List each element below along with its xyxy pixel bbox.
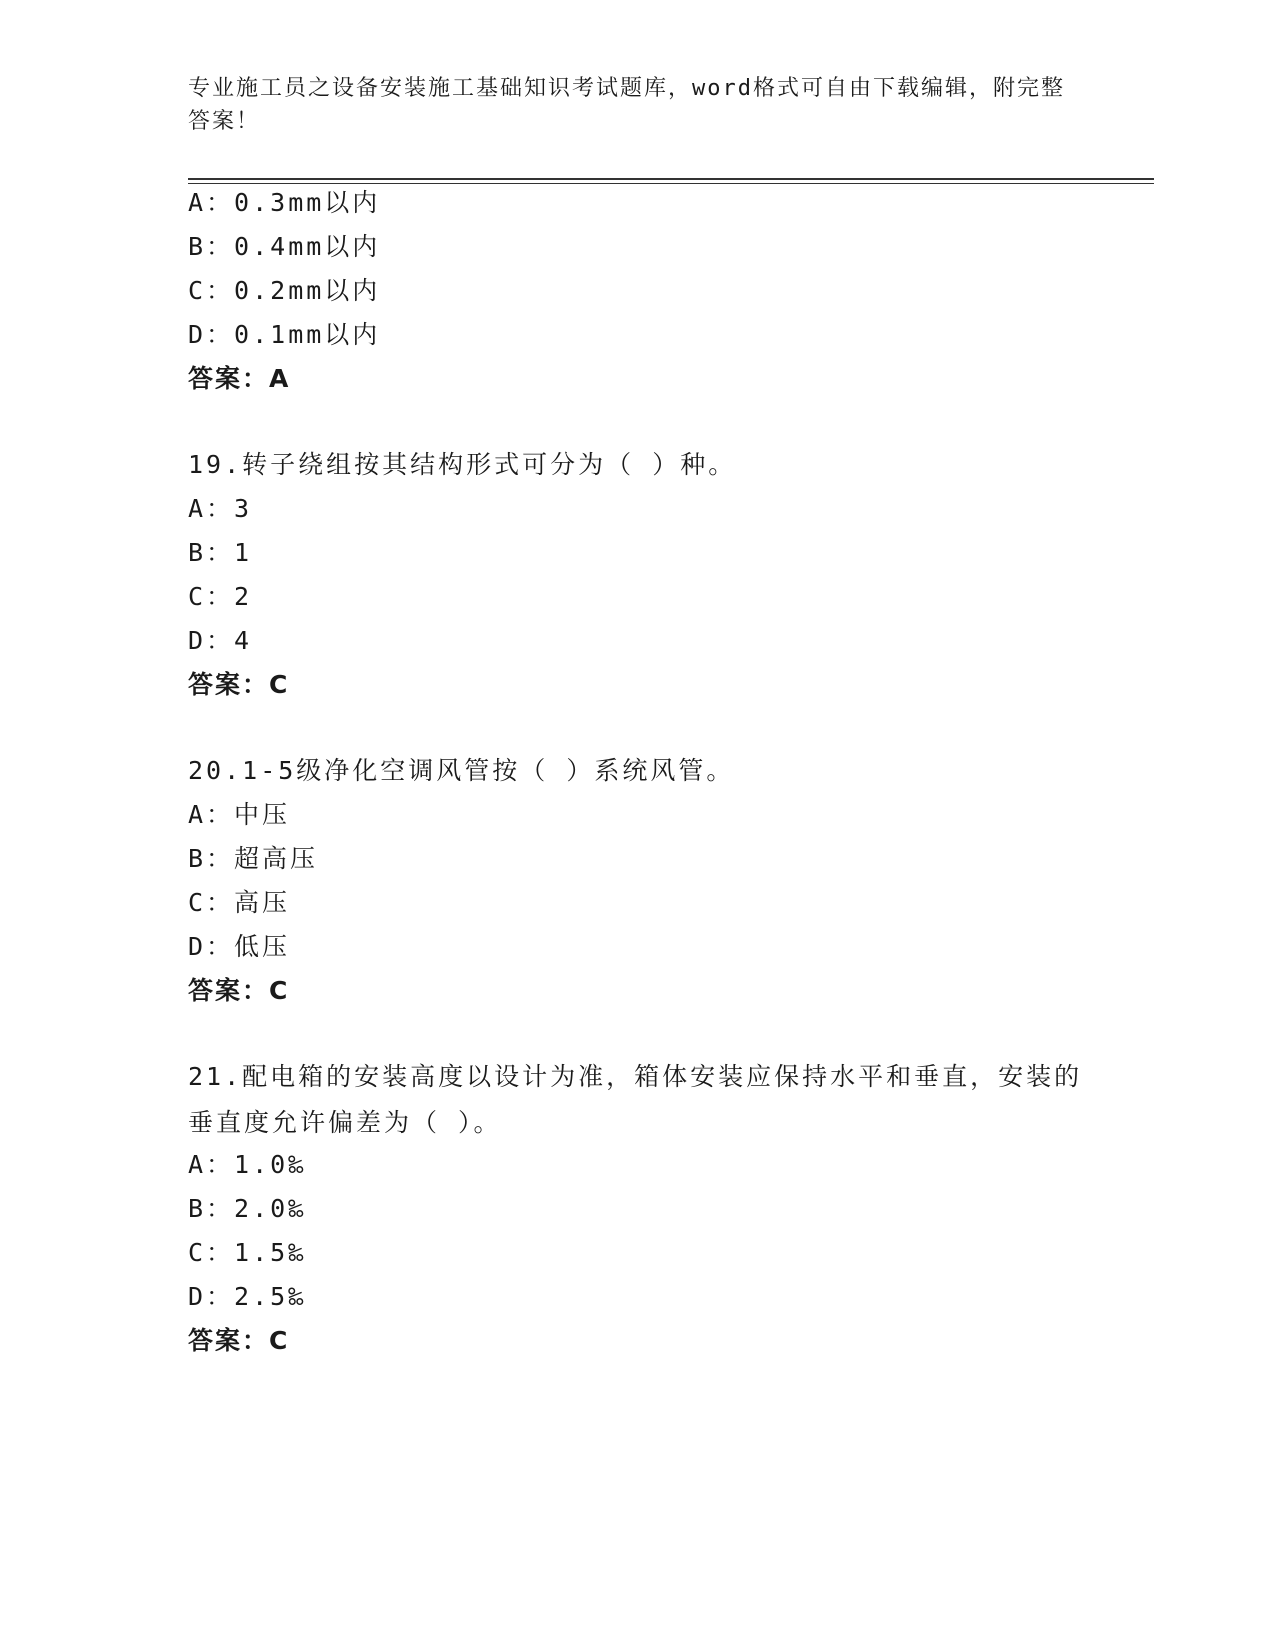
- header-divider-thin: [188, 183, 1154, 184]
- q19-option-a: A：3: [188, 494, 253, 523]
- q20-option-d: D：低压: [188, 932, 291, 961]
- q19-option-c: C：2: [188, 582, 253, 611]
- q21-answer: 答案：C: [188, 1326, 290, 1355]
- q21-question: 21.配电箱的安装高度以设计为准，箱体安装应保持水平和垂直，安装的垂直度允许偏差为（ ）。: [188, 1062, 1083, 1137]
- q18-option-b: B：0.4mm以内: [188, 232, 381, 261]
- q21-option-b: B：2.0‰: [188, 1194, 307, 1223]
- q18-option-c: C：0.2mm以内: [188, 276, 381, 305]
- q21-option-a: A：1.0‰: [188, 1150, 307, 1179]
- document-header: 专业施工员之设备安装施工基础知识考试题库，word格式可自由下载编辑，附完整答案！: [188, 76, 1065, 134]
- q20-option-b: B：超高压: [188, 844, 319, 873]
- q20-question: 20.1-5级净化空调风管按（ ）系统风管。: [188, 756, 735, 785]
- q18-option-a: A：0.3mm以内: [188, 188, 381, 217]
- q18-option-d: D：0.1mm以内: [188, 320, 381, 349]
- q18-answer: 答案：A: [188, 364, 291, 393]
- header-divider-thick: [188, 178, 1154, 180]
- q19-question: 19.转子绕组按其结构形式可分为（ ）种。: [188, 450, 737, 479]
- q21-option-c: C：1.5‰: [188, 1238, 307, 1267]
- q20-answer: 答案：C: [188, 976, 290, 1005]
- q21-option-d: D：2.5‰: [188, 1282, 307, 1311]
- q19-option-d: D：4: [188, 626, 253, 655]
- q20-option-c: C：高压: [188, 888, 291, 917]
- q19-answer: 答案：C: [188, 670, 290, 699]
- q19-option-b: B：1: [188, 538, 253, 567]
- q20-option-a: A：中压: [188, 800, 291, 829]
